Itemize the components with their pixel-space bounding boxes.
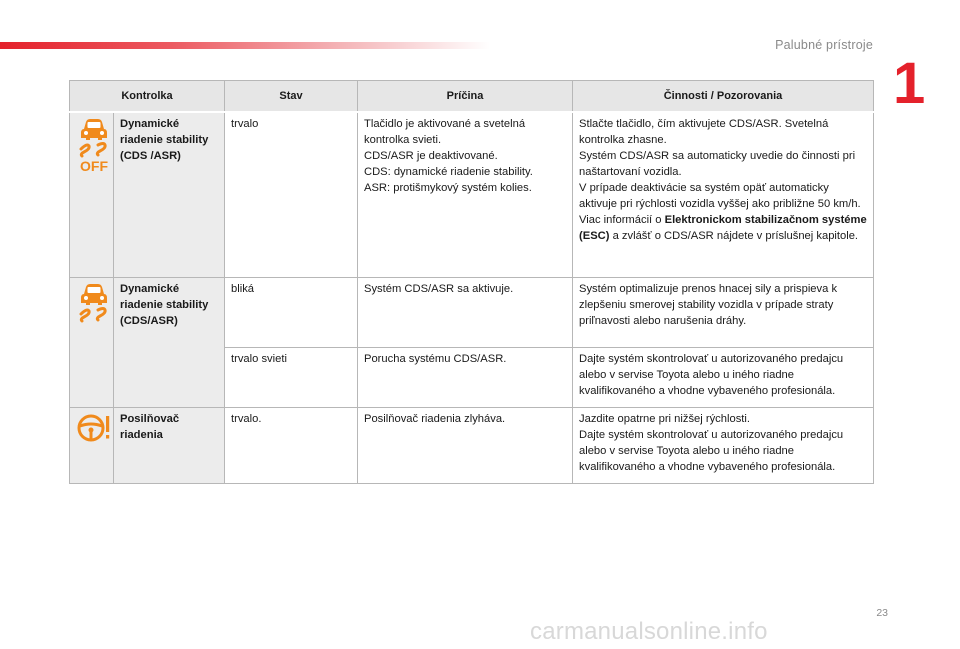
light-name: Posilňovač riadenia xyxy=(114,407,225,483)
cause-line: CDS/ASR je deaktivované. xyxy=(364,150,498,162)
cause-cell: Posilňovač riadenia zlyháva. xyxy=(358,407,573,483)
state-cell: trvalo xyxy=(225,112,358,277)
light-name: Dynamické riadenie stability (CDS/ASR) xyxy=(114,277,225,407)
icon-cell xyxy=(70,277,114,407)
state-cell: bliká xyxy=(225,277,358,347)
watermark: carmanualsonline.info xyxy=(530,618,768,645)
col-header-stav: Stav xyxy=(225,81,358,113)
table-row xyxy=(70,407,874,483)
stability-icon xyxy=(76,281,107,325)
col-header-cinnosti: Činnosti / Pozorovania xyxy=(573,81,874,113)
power-steering-warning-icon xyxy=(76,411,107,447)
table-row xyxy=(70,112,874,277)
header-accent-bar xyxy=(0,42,490,49)
actions-cell: Dajte systém skontrolovať u autorizovaného predajcu alebo v servise Toyota alebo u iného riadne kvalifikovaného a vhodne vybaveného profesionála. xyxy=(573,347,874,407)
table-row xyxy=(70,277,874,347)
cause-line: CDS: dynamické riadenie stability. xyxy=(364,166,533,178)
col-header-pricina: Príčina xyxy=(358,81,573,113)
table-header-row xyxy=(70,81,874,113)
actions-cell xyxy=(573,112,874,277)
col-header-kontrolka: Kontrolka xyxy=(70,81,225,113)
page-number: 23 xyxy=(876,607,888,619)
cause-cell: Systém CDS/ASR sa aktivuje. xyxy=(358,277,573,347)
actions-cell: Systém optimalizuje prenos hnacej sily a prispieva k zlepšeniu smerovej stability vozidla v prípade straty priľnavosti alebo narušenia dráhy. xyxy=(573,277,874,347)
warning-lights-table xyxy=(69,80,874,484)
action-line: V prípade deaktivácie sa systém opäť automaticky aktivuje pri rýchlosti vozidla vyššej ako približne 50 km/h. xyxy=(579,182,861,210)
light-name: Dynamické riadenie stability (CDS /ASR) xyxy=(114,112,225,277)
action-line: Systém CDS/ASR sa automaticky uvedie do činnosti pri naštartovaní vozidla. xyxy=(579,150,856,178)
actions-cell xyxy=(573,407,874,483)
icon-cell xyxy=(70,407,114,483)
section-title: Palubné prístroje xyxy=(775,38,873,52)
cause-cell xyxy=(358,112,573,277)
info-suffix: a zvlášť o CDS/ASR nájdete v príslušnej kapitole. xyxy=(609,230,859,242)
cause-line: Tlačidlo je aktivované a svetelná kontrolka svieti. xyxy=(364,118,526,146)
icon-cell xyxy=(70,112,114,277)
action-line: Dajte systém skontrolovať u autorizovaného predajcu alebo v servise Toyota alebo u iného riadne kvalifikovaného a vhodne vybaveného profesionála. xyxy=(579,428,844,473)
stability-off-icon xyxy=(76,116,107,174)
action-line: Stlačte tlačidlo, čím aktivujete CDS/ASR. Svetelná kontrolka zhasne. xyxy=(579,118,829,146)
state-cell: trvalo svieti xyxy=(225,347,358,407)
chapter-number: 1 xyxy=(893,51,926,116)
action-line: Jazdite opatrne pri nižšej rýchlosti. xyxy=(579,412,750,425)
cause-line: ASR: protišmykový systém kolies. xyxy=(364,182,532,194)
off-label: OFF xyxy=(80,158,108,174)
info-bold: Elektronickom stabilizačnom systéme (ESC) xyxy=(579,214,867,242)
cause-cell: Porucha systému CDS/ASR. xyxy=(358,347,573,407)
info-prefix: Viac informácií o xyxy=(579,214,665,226)
action-info xyxy=(579,212,867,244)
state-cell: trvalo. xyxy=(225,407,358,483)
